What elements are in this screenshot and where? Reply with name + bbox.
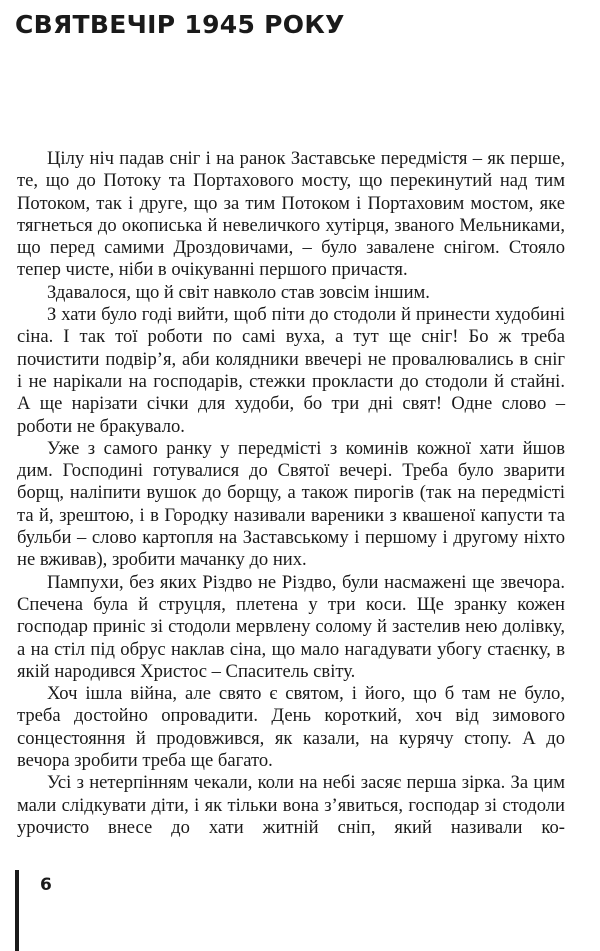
chapter-body-text: [17, 148, 565, 839]
paragraph-1: Цілу ніч падав сніг і на ранок Заставське передмістя – як перше, те, що до Потоку та Портахового мосту, що перекинутий над тим Потоком, так і друге, що за тим Потоком і Портаховим мостом, яке тягнеться до окописька й невеличкого хутірця, званого Мельниками, що перед самими Дроздовичами, – було завалене снігом. Стояло тепер чисте, ніби в очікуванні першого причастя.: [17, 148, 565, 281]
page-margin-rule: [15, 870, 19, 951]
chapter-title: СВЯТВЕЧІР 1945 РОКУ: [15, 10, 345, 39]
paragraph-2: Здавалося, що й світ навколо став зовсім іншим.: [47, 281, 430, 303]
paragraph-7: Усі з нетерпінням чекали, коли на небі засяє перша зірка. За цим мали слідкувати діти, і як тільки вона з’явиться, господар зі стодоли урочисто внесе до хати житній сніп, який називали ко-: [17, 772, 565, 838]
paragraph-4: Уже з самого ранку у передмісті з коминів кожної хати йшов дим. Господині готувалися до Святої вечері. Треба було зварити борщ, наліпити вушок до борщу, а також пирогів (так на передмісті та й, зрештою, і в Городку називали вареники з квашеної капусти та бульби – слово картопля на Заставському і першому і другому ніхто не вживав), зробити мачанку до них.: [17, 437, 565, 571]
paragraph-3: З хати було годі вийти, щоб піти до стодоли й принести худобині сіна. І так тої роботи по самі вуха, а тут ще сніг! Бо ж треба почистити подвір’я, аби колядники ввечері не провалювались в сніг і не нарікали на господарів, стежки прокласти до стодоли й стайні. А ще нарізати січки для худоби, бо три дні свят! Одне слово – роботи не бракувало.: [17, 304, 565, 437]
paragraph-6: Хоч ішла війна, але свято є святом, і його, що б там не було, треба достойно опровадити. День короткий, хоч від зимового сонцестояння й продовжився, як казали, на курячу стопу. А до вечора зробити треба ще багато.: [17, 683, 565, 772]
page-number: 6: [40, 875, 52, 895]
paragraph-5: Пампухи, без яких Різдво не Різдво, були насмажені ще звечора. Спечена була й струцля, плетена у три коси. Ще зранку кожен господар приніс зі стодоли мервлену солому й застелив нею долівку, а на стіл під обрус наклав сіна, що мало нагадувати убогу стаєнку, в якій народився Христос – Спаситель світу.: [17, 571, 565, 682]
